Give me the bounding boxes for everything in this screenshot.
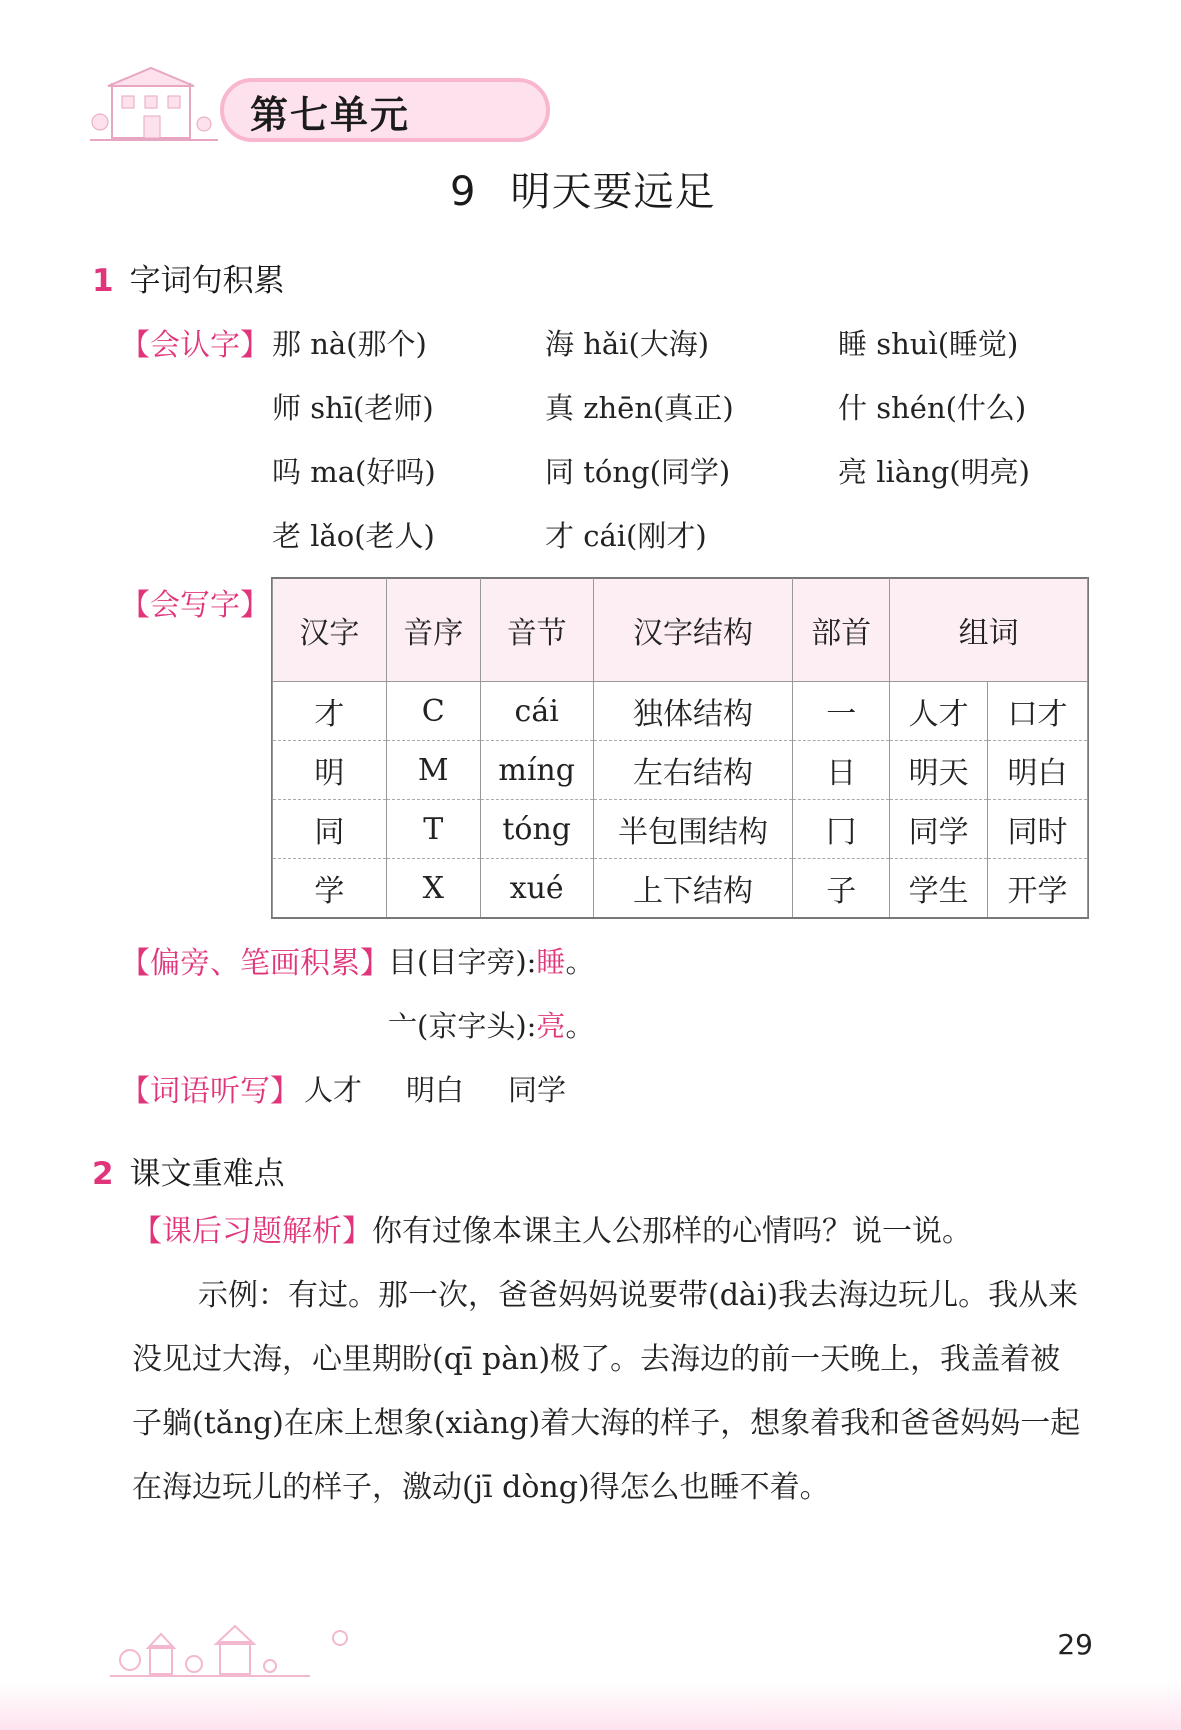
table-cell: 一 — [793, 682, 890, 741]
radical-example-char: 睡 — [536, 945, 566, 979]
section-1-number: 1 — [92, 263, 114, 299]
footer-band — [0, 1682, 1181, 1730]
exercise-question: 你有过像本课主人公那样的心情吗？说一说。 — [372, 1214, 972, 1249]
unit-banner — [90, 62, 460, 148]
table-cell: 同学 — [890, 800, 988, 859]
recognize-item: 海 hǎi(大海) — [545, 327, 710, 361]
recognize-item: 真 zhēn(真正) — [545, 391, 734, 425]
unit-title: 第七单元 — [250, 93, 411, 137]
exercise-tag: 【课后习题解析】 — [132, 1214, 372, 1249]
table-cell: 同 — [273, 800, 387, 859]
recognize-item: 亮 liàng(明亮) — [838, 455, 1030, 489]
exercise-answer: 示例：有过。那一次，爸爸妈妈说要带(dài)我去海边玩儿。我从来没见过大海，心里期盼(qī pàn)极了。去海边的前一天晚上，我盖着被子躺(tǎng)在床上想象(xiàng)着大海的样子，想象着我和爸爸妈妈一起在海边玩儿的样子，激动(jī dòng)得怎么也睡不着。 — [132, 1278, 1081, 1505]
recognize-item: 师 shī(老师) — [272, 391, 434, 425]
table-cell: 子 — [793, 859, 890, 918]
writing-table — [272, 578, 1088, 918]
radical-glyph: 目 — [388, 945, 418, 979]
recognize-item: 那 nà(那个) — [272, 327, 427, 361]
table-header: 组词 — [890, 579, 1088, 682]
table-header-row — [273, 579, 1088, 682]
recognize-item: 睡 shuì(睡觉) — [838, 327, 1019, 361]
section-2-title: 课文重难点 — [129, 1156, 285, 1192]
table-header: 汉字结构 — [593, 579, 793, 682]
table-cell: 明天 — [890, 741, 988, 800]
table-cell: 开学 — [988, 859, 1088, 918]
dictation-word: 明白 — [406, 1073, 465, 1107]
table-header: 音节 — [480, 579, 593, 682]
table-cell: míng — [480, 741, 593, 800]
table-cell: T — [386, 800, 480, 859]
table-cell: tóng — [480, 800, 593, 859]
radical-name: (目字旁): — [417, 945, 537, 979]
lesson-number: 9 — [450, 169, 477, 215]
table-cell: M — [386, 741, 480, 800]
table-header: 音序 — [386, 579, 480, 682]
section-1-heading — [92, 255, 285, 300]
table-cell: 才 — [273, 682, 387, 741]
recognize-item: 同 tóng(同学) — [545, 455, 731, 489]
write-tag: 【会写字】 — [120, 588, 270, 623]
table-cell: 学 — [273, 859, 387, 918]
radical-line-end: 。 — [565, 1009, 595, 1043]
table-cell: 半包围结构 — [593, 800, 793, 859]
dictation-tag: 【词语听写】 — [120, 1074, 300, 1109]
footer-town-decoration — [110, 1620, 370, 1680]
recognize-item: 什 shén(什么) — [838, 391, 1027, 425]
school-building-icon — [90, 62, 220, 148]
table-cell: 同时 — [988, 800, 1088, 859]
table-cell: 日 — [793, 741, 890, 800]
table-row — [273, 859, 1088, 918]
table-cell: X — [386, 859, 480, 918]
section-2-number: 2 — [92, 1156, 114, 1192]
recognize-tag: 【会认字】 — [120, 328, 270, 363]
table-cell: 人才 — [890, 682, 988, 741]
dictation-word: 人才 — [304, 1073, 363, 1107]
page-number: 29 — [1057, 1628, 1093, 1661]
section-1-title: 字词句积累 — [129, 263, 285, 299]
recognize-item: 吗 ma(好吗) — [272, 455, 436, 489]
table-cell: 独体结构 — [593, 682, 793, 741]
table-row — [273, 800, 1088, 859]
table-row — [273, 741, 1088, 800]
table-cell: xué — [480, 859, 593, 918]
radical-example-char: 亮 — [536, 1009, 566, 1043]
recognize-item: 才 cái(刚才) — [545, 519, 707, 553]
radical-name: (京字头): — [417, 1009, 537, 1043]
table-header: 部首 — [793, 579, 890, 682]
table-cell: 明 — [273, 741, 387, 800]
table-cell: 左右结构 — [593, 741, 793, 800]
lesson-title — [450, 160, 715, 217]
table-cell: C — [386, 682, 480, 741]
radical-glyph: 亠 — [388, 1009, 418, 1043]
recognize-item: 老 lǎo(老人) — [272, 519, 435, 553]
radical-line-end: 。 — [565, 945, 595, 979]
dictation-word: 同学 — [508, 1073, 567, 1107]
table-cell: 明白 — [988, 741, 1088, 800]
table-cell: 上下结构 — [593, 859, 793, 918]
table-cell: 学生 — [890, 859, 988, 918]
table-header: 汉字 — [273, 579, 387, 682]
radical-tag: 【偏旁、笔画积累】 — [120, 946, 390, 981]
exercise-question-line — [132, 1200, 1087, 1264]
table-cell: 冂 — [793, 800, 890, 859]
section-2-heading — [92, 1148, 285, 1193]
lesson-name: 明天要远足 — [510, 169, 716, 215]
table-cell: 口才 — [988, 682, 1088, 741]
table-cell: cái — [480, 682, 593, 741]
table-row — [273, 682, 1088, 741]
radical-line — [388, 940, 594, 981]
radical-line — [388, 1004, 594, 1045]
